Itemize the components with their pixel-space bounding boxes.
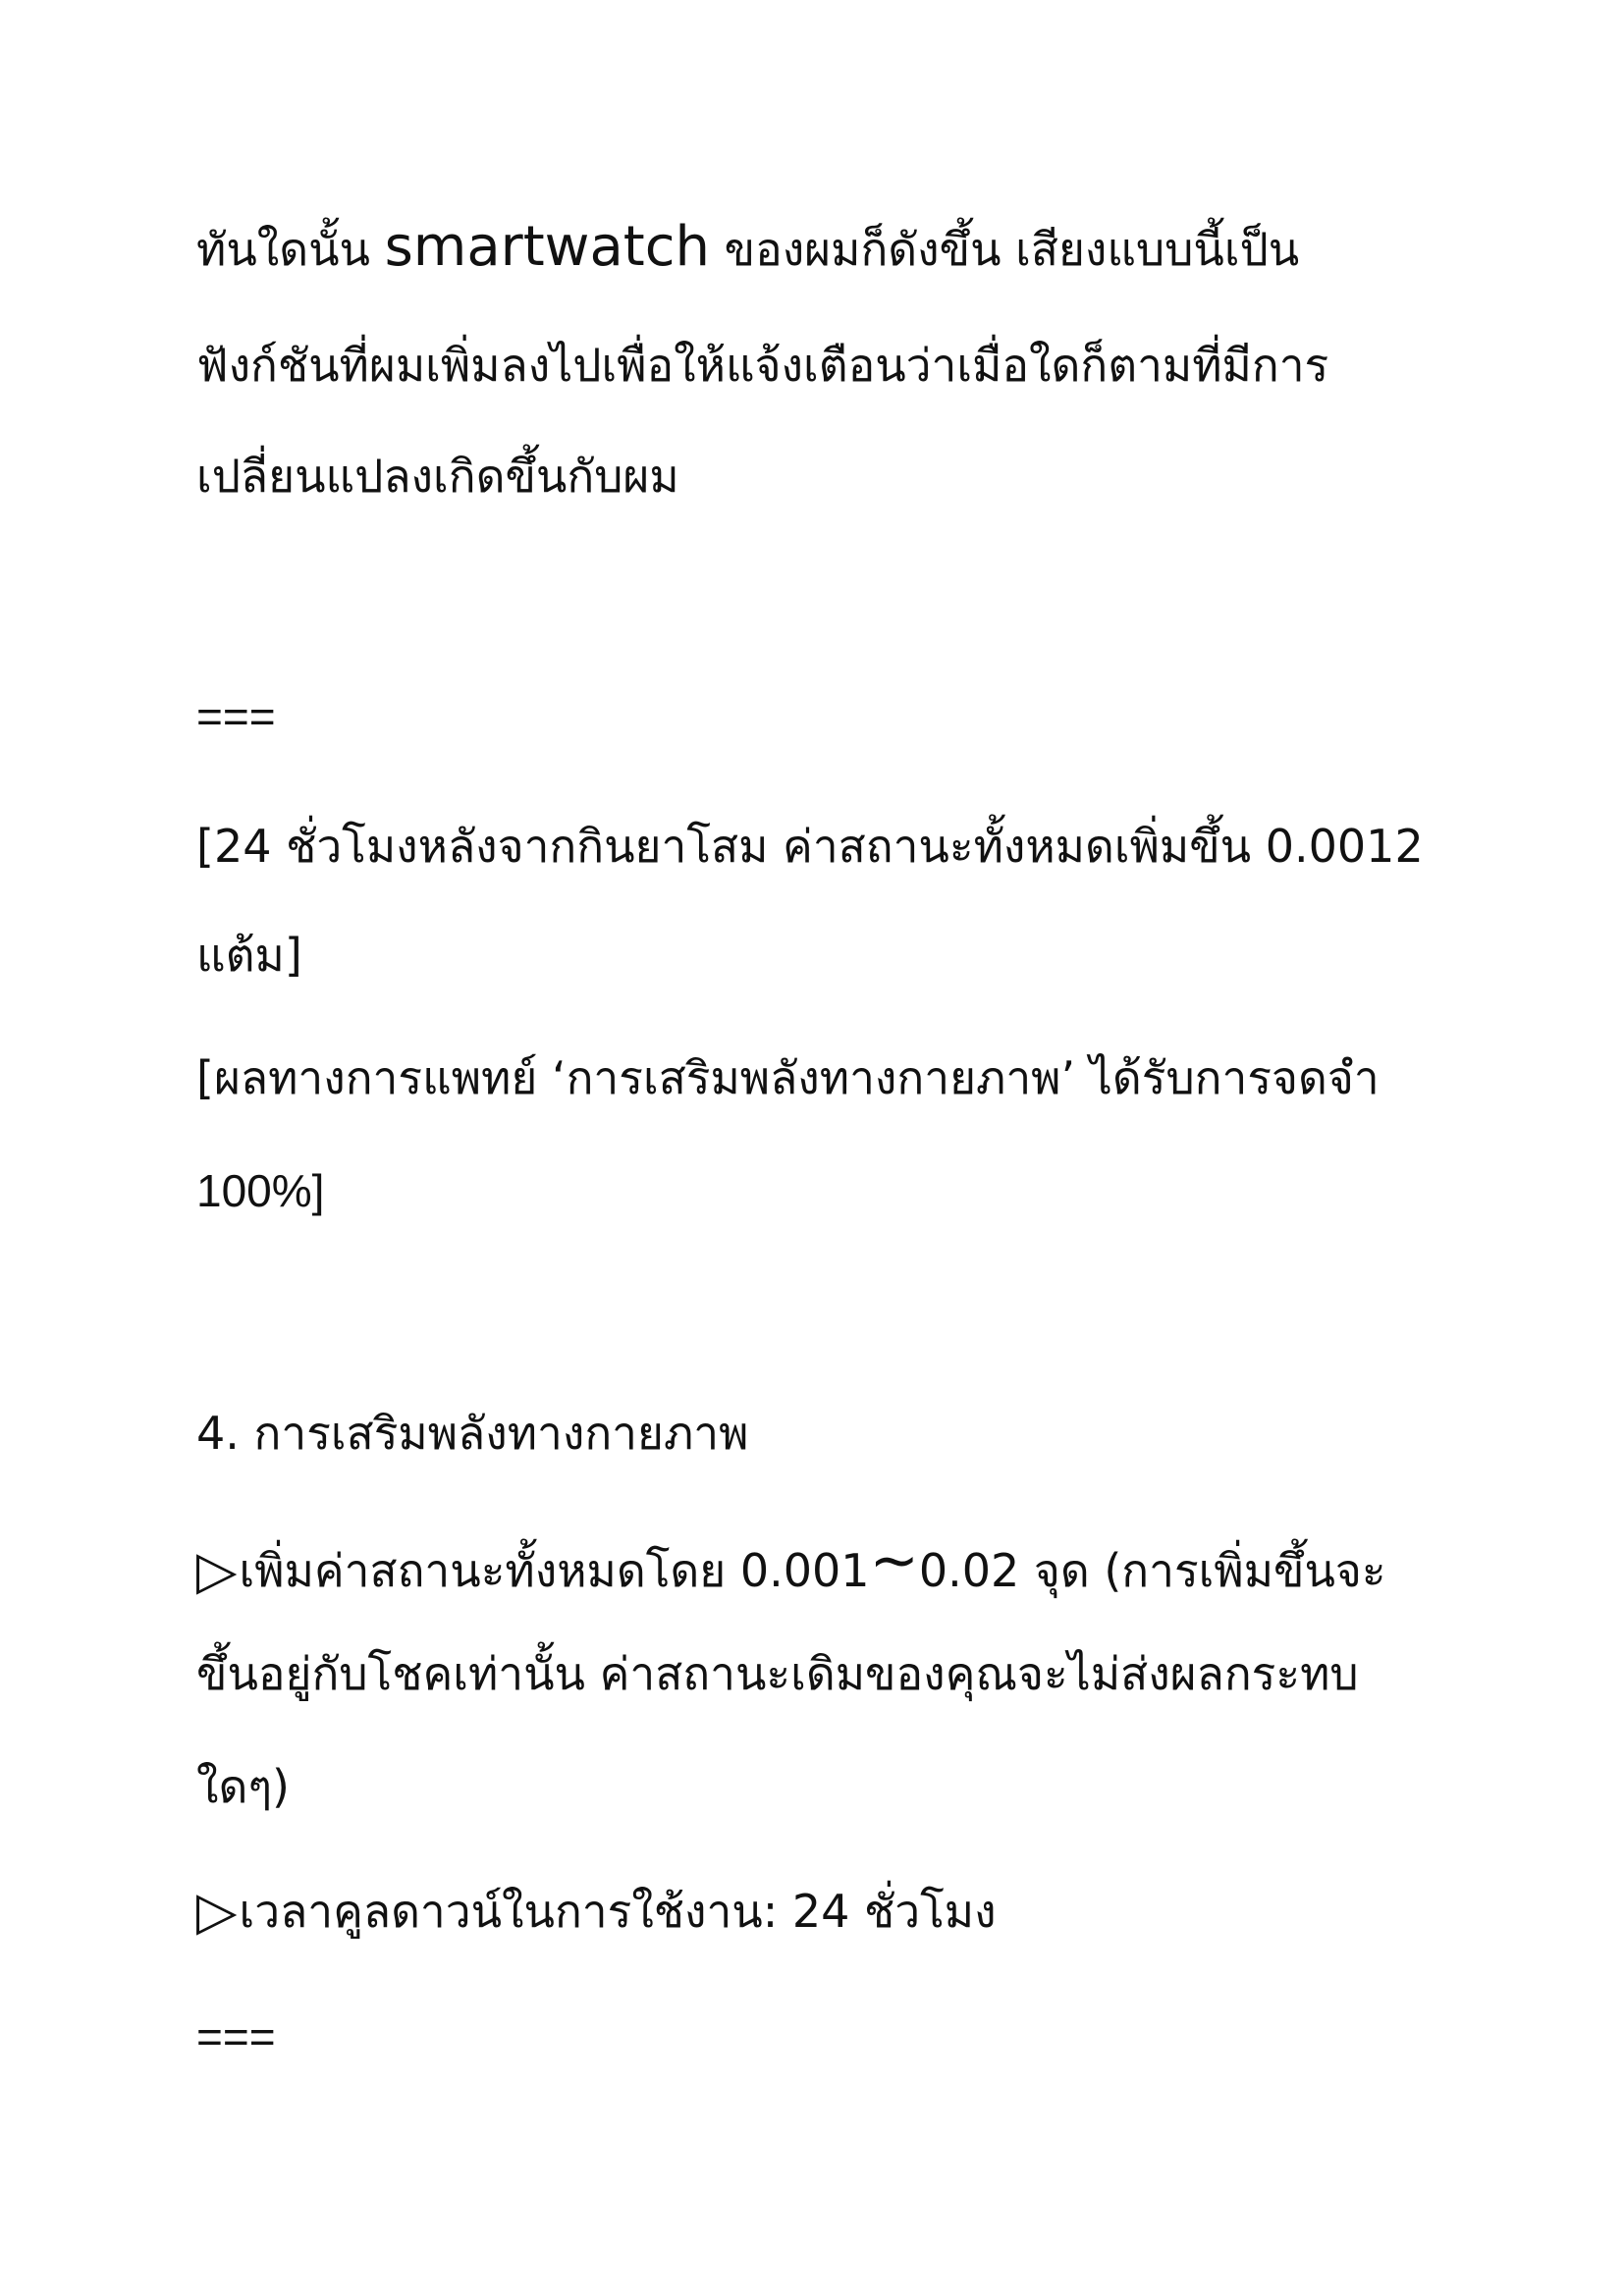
separator: === — [196, 691, 276, 742]
text-segment: ของผมก็ดังขึ้น เสียงแบบนี้เป็น — [710, 223, 1300, 276]
notice-line-1: [24 ชั่วโมงหลังจากกินยาโสม ค่าสถานะทั้งหมดเพิ่มขึ้น 0.0012 — [196, 820, 1424, 873]
text-segment: เวลาคูลดาวน์ในการใช้งาน: 24 ชั่วโมง — [239, 1885, 997, 1938]
paragraph-line-2: ฟังก์ชันที่ผมเพิ่มลงไปเพื่อให้แจ้งเตือนว่าเมื่อใดก็ตามที่มีการ — [196, 339, 1329, 392]
skill-item-1-line-3: ใดๆ) — [196, 1760, 290, 1813]
skill-item-1-line-2: ขึ้นอยู่กับโชคเท่านั้น ค่าสถานะเดิมของคุณจะไม่ส่งผลกระทบ — [196, 1647, 1359, 1700]
separator: === — [196, 2011, 276, 2062]
triangle-right-icon: ▷ — [196, 1880, 238, 1942]
notice-line-3: [ผลทางการแพทย์ ‘การเสริมพลังทางกายภาพ’ ได้รับการจดจำ — [196, 1051, 1380, 1104]
smartwatch-word: smartwatch — [384, 215, 711, 279]
paragraph-line-1 — [196, 215, 1300, 279]
text-segment: ทันใดนั้น — [196, 223, 385, 276]
paragraph-line-3: เปลี่ยนแปลงเกิดขึ้นกับผม — [196, 450, 679, 503]
text-segment: 0.02 จุด (การเพิ่มขึ้นจะ — [918, 1544, 1386, 1597]
skill-item-1-line-1 — [196, 1526, 1386, 1601]
notice-line-2: แต้ม] — [196, 929, 302, 982]
skill-item-2 — [196, 1882, 997, 1941]
triangle-right-icon: ▷ — [196, 1539, 238, 1601]
text-segment: เพิ่มค่าสถานะทั้งหมดโดย 0.001 — [239, 1544, 870, 1597]
tilde-glyph: ~ — [869, 1526, 919, 1595]
skill-title: 4. การเสริมพลังทางกายภาพ — [196, 1407, 749, 1460]
notice-line-4: 100%] — [196, 1165, 325, 1216]
